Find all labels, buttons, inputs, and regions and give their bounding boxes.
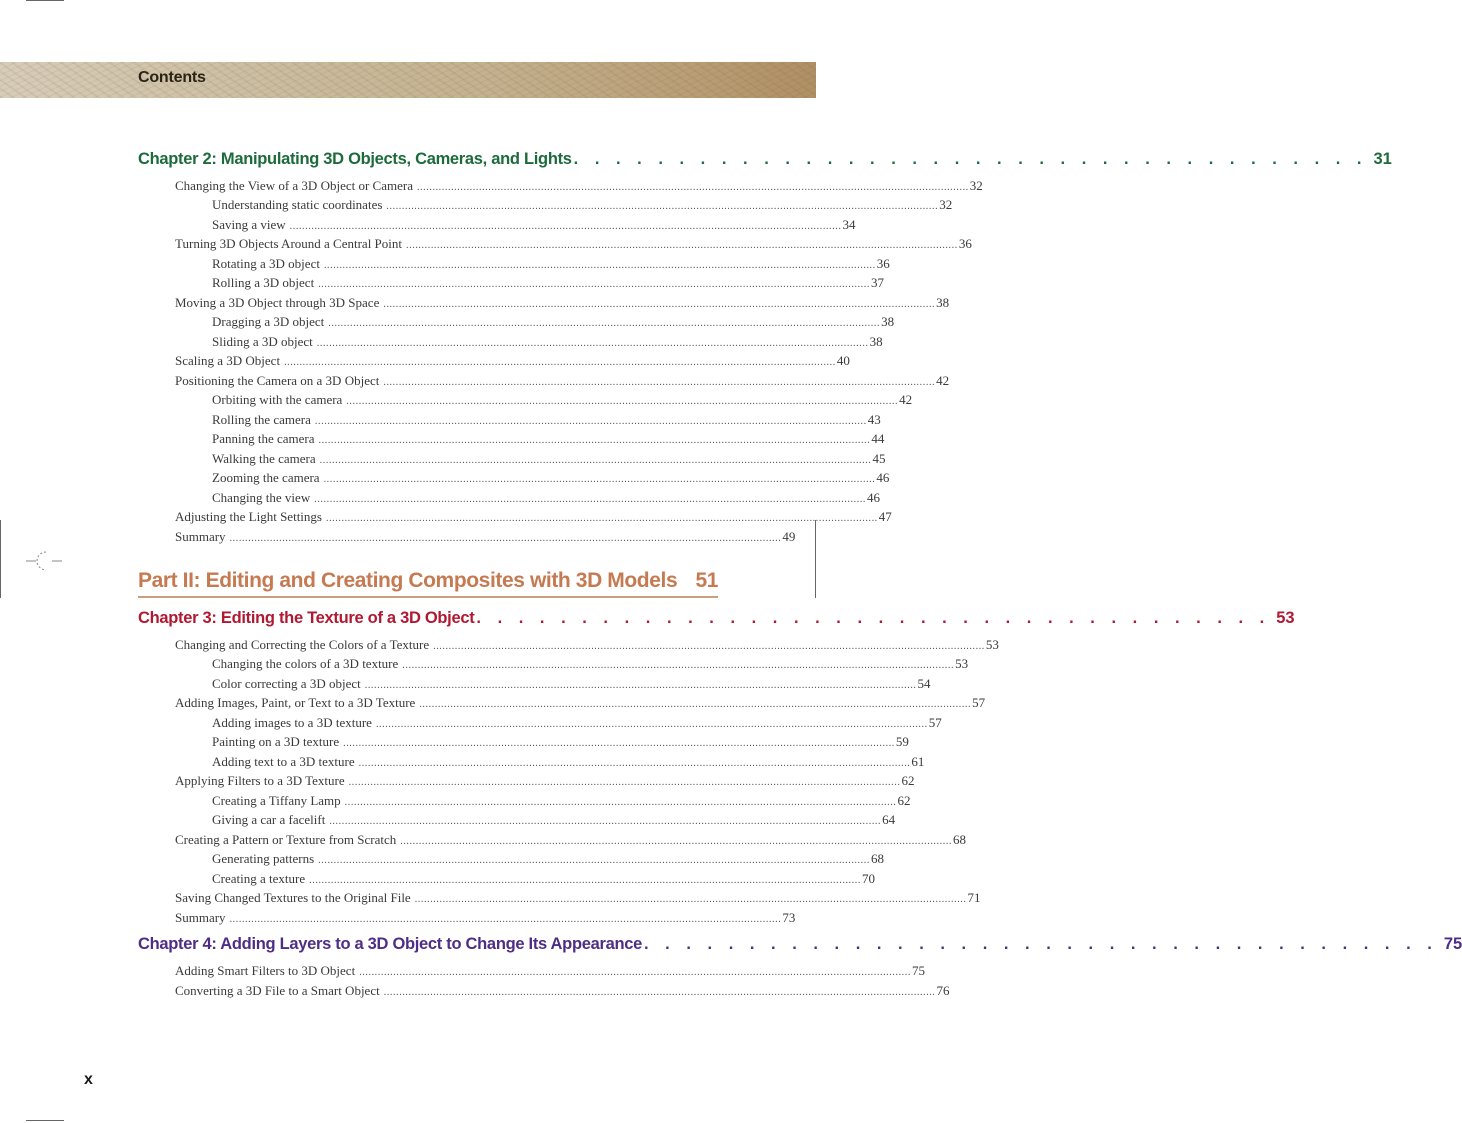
toc-entry[interactable] bbox=[175, 529, 796, 548]
dot-leader: .................................................................................................................................................................................. bbox=[289, 221, 842, 232]
chapter-heading[interactable] bbox=[138, 150, 1392, 172]
toc-entry[interactable] bbox=[212, 871, 875, 890]
dot-leader: .................................................................................................................................................................................. bbox=[318, 855, 870, 866]
entry-title: Painting on a 3D texture bbox=[212, 734, 340, 749]
entry-page-number: 68 bbox=[870, 851, 884, 866]
toc-entry[interactable] bbox=[175, 373, 950, 392]
toc-entry[interactable] bbox=[212, 412, 881, 431]
dot-leader: .................................................................................................................................................................................. bbox=[358, 758, 911, 769]
entry-page-number: 61 bbox=[911, 754, 925, 769]
toc-entry[interactable] bbox=[175, 890, 981, 909]
toc-entry[interactable] bbox=[175, 295, 950, 314]
entry-title: Sliding a 3D object bbox=[212, 334, 313, 349]
entry-page-number: 46 bbox=[876, 470, 890, 485]
entry-page-number: 38 bbox=[869, 334, 883, 349]
entry-page-number: 57 bbox=[972, 695, 986, 710]
dot-leader: .................................................................................................................................................................................. bbox=[402, 660, 955, 671]
dot-leader: .................................................................................................................................................................................. bbox=[309, 875, 861, 886]
dot-leader: .................................................................................................................................................................................. bbox=[229, 533, 782, 544]
dot-leader: .................................................................................................................................................................................. bbox=[325, 513, 878, 524]
entry-title: Adding text to a 3D texture bbox=[212, 754, 355, 769]
entry-page-number: 40 bbox=[836, 353, 850, 368]
entry-title: Changing the view bbox=[212, 490, 311, 505]
toc-entry[interactable] bbox=[175, 773, 915, 792]
toc-entry[interactable] bbox=[175, 236, 972, 255]
entry-title: Adjusting the Light Settings bbox=[175, 509, 322, 524]
part-heading[interactable] bbox=[138, 566, 718, 598]
dot-leader: .................................................................................................................................................................................. bbox=[359, 967, 911, 978]
dot-leader: .................................................................................................................................................................................. bbox=[314, 416, 867, 427]
entry-title: Changing and Correcting the Colors of a Texture bbox=[175, 637, 430, 652]
entry-title: Summary bbox=[175, 910, 226, 925]
toc-entry[interactable] bbox=[175, 178, 983, 197]
dot-leader: .................................................................................................................................................................................. bbox=[419, 699, 972, 710]
entry-page-number: 49 bbox=[782, 529, 796, 544]
toc-entry[interactable] bbox=[212, 314, 895, 333]
entry-title: Color correcting a 3D object bbox=[212, 676, 361, 691]
entry-page-number: 45 bbox=[872, 451, 886, 466]
toc-entry[interactable] bbox=[212, 451, 886, 470]
toc-entry[interactable] bbox=[175, 832, 967, 851]
entry-page-number: 53 bbox=[985, 637, 999, 652]
entry-page-number: 46 bbox=[867, 490, 881, 505]
toc-entry[interactable] bbox=[175, 637, 999, 656]
dot-leader: .................................................................................................................................................................................. bbox=[406, 240, 958, 251]
dot-leader: .................................................................................................................................................................................. bbox=[314, 494, 867, 505]
entry-title: Zooming the camera bbox=[212, 470, 320, 485]
dot-leader: .................................................................................................................................................................................. bbox=[284, 357, 836, 368]
running-header-title: Contents bbox=[138, 69, 206, 86]
entry-title: Turning 3D Objects Around a Central Point bbox=[175, 236, 403, 251]
toc-entry[interactable] bbox=[212, 490, 881, 509]
dot-leader: .................................................................................................................................................................................. bbox=[414, 894, 967, 905]
dot-leader: .................................................................................................................................................................................. bbox=[400, 836, 953, 847]
chapter-page-number: 53 bbox=[1276, 609, 1295, 627]
entry-title: Summary bbox=[175, 529, 226, 544]
entry-title: Applying Filters to a 3D Texture bbox=[175, 773, 345, 788]
toc-entry[interactable] bbox=[175, 983, 950, 1002]
toc-entry[interactable] bbox=[212, 734, 909, 753]
entry-title: Saving a view bbox=[212, 217, 286, 232]
dot-leader: .................................................................................................................................................................................. bbox=[375, 719, 928, 730]
toc-entry[interactable] bbox=[175, 910, 796, 929]
entry-page-number: 76 bbox=[936, 983, 950, 998]
toc-entry[interactable] bbox=[212, 715, 942, 734]
toc-entry[interactable] bbox=[212, 676, 931, 695]
part-title: Part II: Editing and Creating Composites with 3D Models bbox=[138, 569, 678, 592]
entry-page-number: 70 bbox=[861, 871, 875, 886]
toc-entry[interactable] bbox=[212, 431, 885, 450]
dot-leader: .................................................................................................................................................................................. bbox=[383, 377, 936, 388]
entry-title: Converting a 3D File to a Smart Object bbox=[175, 983, 380, 998]
entry-page-number: 64 bbox=[882, 812, 896, 827]
entry-title: Dragging a 3D object bbox=[212, 314, 325, 329]
entry-title: Scaling a 3D Object bbox=[175, 353, 281, 368]
chapter-page-number: 31 bbox=[1373, 150, 1392, 168]
entry-page-number: 68 bbox=[953, 832, 967, 847]
entry-title: Giving a car a facelift bbox=[212, 812, 326, 827]
toc-entry[interactable] bbox=[212, 851, 884, 870]
entry-page-number: 44 bbox=[871, 431, 885, 446]
entry-title: Changing the View of a 3D Object or Camera bbox=[175, 178, 413, 193]
entry-title: Creating a Tiffany Lamp bbox=[212, 793, 341, 808]
entry-page-number: 53 bbox=[955, 656, 969, 671]
entry-title: Changing the colors of a 3D texture bbox=[212, 656, 399, 671]
entry-title: Creating a texture bbox=[212, 871, 306, 886]
entry-page-number: 59 bbox=[895, 734, 909, 749]
toc-entry[interactable] bbox=[175, 509, 892, 528]
toc-entry[interactable] bbox=[212, 217, 856, 236]
entry-page-number: 38 bbox=[881, 314, 895, 329]
registration-mark-icon bbox=[24, 546, 64, 576]
entry-title: Adding Smart Filters to 3D Object bbox=[175, 963, 356, 978]
dot-leader: .................................................................................................................................................................................. bbox=[364, 680, 917, 691]
entry-title: Moving a 3D Object through 3D Space bbox=[175, 295, 380, 310]
toc-entry[interactable] bbox=[212, 392, 913, 411]
chapter-title: Chapter 2: Manipulating 3D Objects, Cameras, and Lights bbox=[138, 150, 572, 168]
chapter-title: Chapter 3: Editing the Texture of a 3D Object bbox=[138, 609, 475, 627]
entry-page-number: 43 bbox=[867, 412, 881, 427]
toc-entry[interactable] bbox=[212, 470, 890, 489]
entry-page-number: 42 bbox=[899, 392, 913, 407]
dot-leader: .................................................................................................................................................................................. bbox=[344, 797, 897, 808]
chapter-title: Chapter 4: Adding Layers to a 3D Object to Change Its Appearance bbox=[138, 935, 643, 953]
entry-page-number: 47 bbox=[878, 509, 892, 524]
entry-page-number: 36 bbox=[958, 236, 972, 251]
entry-title: Rolling the camera bbox=[212, 412, 311, 427]
entry-title: Panning the camera bbox=[212, 431, 315, 446]
dot-leader: .................................................................................................................................................................................. bbox=[318, 435, 871, 446]
dot-leader: .................................................................................................................................................................................. bbox=[383, 299, 936, 310]
dot-leader: .................................................................................................................................................................................. bbox=[346, 396, 899, 407]
entry-title: Adding images to a 3D texture bbox=[212, 715, 372, 730]
dot-leader: .................................................................................................................................................................................. bbox=[343, 738, 895, 749]
entry-page-number: 54 bbox=[917, 676, 931, 691]
entry-page-number: 37 bbox=[871, 275, 884, 290]
entry-page-number: 62 bbox=[901, 773, 915, 788]
crop-mark-bottom-left bbox=[26, 1120, 64, 1121]
entry-page-number: 71 bbox=[967, 890, 981, 905]
crop-mark-right-vertical bbox=[815, 520, 816, 598]
entry-page-number: 62 bbox=[897, 793, 911, 808]
toc-entry[interactable] bbox=[212, 812, 896, 831]
dot-leader: .................................................................................................................................................................................. bbox=[348, 777, 901, 788]
toc-entry[interactable] bbox=[212, 256, 890, 275]
entry-title: Walking the camera bbox=[212, 451, 316, 466]
entry-title: Positioning the Camera on a 3D Object bbox=[175, 373, 380, 388]
toc-entry[interactable] bbox=[212, 754, 925, 773]
dot-leader: .................................................................................................................................................................................. bbox=[386, 201, 939, 212]
toc-entry[interactable] bbox=[212, 656, 969, 675]
chapter-heading[interactable] bbox=[138, 609, 1295, 631]
part-page-number: 51 bbox=[695, 569, 718, 592]
chapter-heading[interactable] bbox=[138, 935, 1462, 957]
entry-page-number: 32 bbox=[939, 197, 953, 212]
dot-leader: .................................................................................................................................................................................. bbox=[316, 338, 869, 349]
entry-title: Saving Changed Textures to the Original File bbox=[175, 890, 411, 905]
entry-page-number: 75 bbox=[912, 963, 925, 978]
chapter-page-number: 75 bbox=[1443, 935, 1462, 953]
toc-entry[interactable] bbox=[175, 963, 925, 982]
dot-leader: .................................................................................................................................................................................. bbox=[323, 474, 876, 485]
entry-page-number: 34 bbox=[842, 217, 856, 232]
dot-leader: .................................................................................................................................................................................. bbox=[433, 641, 985, 652]
toc-entry[interactable] bbox=[212, 197, 953, 216]
header-banner bbox=[0, 62, 816, 98]
entry-page-number: 38 bbox=[936, 295, 950, 310]
entry-page-number: 42 bbox=[936, 373, 950, 388]
entry-page-number: 36 bbox=[876, 256, 890, 271]
dot-leader: . . . . . . . . . . . . . . . . . . . . . . . . . . . . . . . . . . . . . . bbox=[573, 150, 1368, 168]
dot-leader: .................................................................................................................................................................................. bbox=[328, 318, 881, 329]
dot-leader: .................................................................................................................................................................................. bbox=[383, 987, 936, 998]
entry-page-number: 32 bbox=[969, 178, 983, 193]
toc-entry[interactable] bbox=[175, 353, 850, 372]
dot-leader: .................................................................................................................................................................................. bbox=[416, 182, 969, 193]
crop-mark-left-vertical bbox=[0, 520, 1, 598]
entry-title: Creating a Pattern or Texture from Scratch bbox=[175, 832, 397, 847]
dot-leader: .................................................................................................................................................................................. bbox=[329, 816, 882, 827]
entry-title: Understanding static coordinates bbox=[212, 197, 383, 212]
entry-title: Orbiting with the camera bbox=[212, 392, 343, 407]
dot-leader: .................................................................................................................................................................................. bbox=[319, 455, 872, 466]
entry-title: Rotating a 3D object bbox=[212, 256, 320, 271]
toc-entry[interactable] bbox=[212, 793, 911, 812]
toc-entry[interactable] bbox=[212, 275, 884, 294]
entry-page-number: 73 bbox=[782, 910, 796, 925]
dot-leader: . . . . . . . . . . . . . . . . . . . . . . . . . . . . . . . . . . . . . . bbox=[476, 609, 1271, 627]
entry-page-number: 57 bbox=[928, 715, 942, 730]
entry-title: Adding Images, Paint, or Text to a 3D Texture bbox=[175, 695, 416, 710]
toc-entry[interactable] bbox=[175, 695, 986, 714]
entry-title: Generating patterns bbox=[212, 851, 315, 866]
toc-entry[interactable] bbox=[212, 334, 883, 353]
crop-mark-top-left bbox=[26, 0, 64, 1]
page-folio: x bbox=[84, 1071, 93, 1088]
dot-leader: .................................................................................................................................................................................. bbox=[318, 279, 870, 290]
entry-title: Rolling a 3D object bbox=[212, 275, 315, 290]
dot-leader: .................................................................................................................................................................................. bbox=[229, 914, 782, 925]
dot-leader: .................................................................................................................................................................................. bbox=[323, 260, 876, 271]
dot-leader: . . . . . . . . . . . . . . . . . . . . . . . . . . . . . . . . . . . . . . bbox=[644, 935, 1438, 953]
